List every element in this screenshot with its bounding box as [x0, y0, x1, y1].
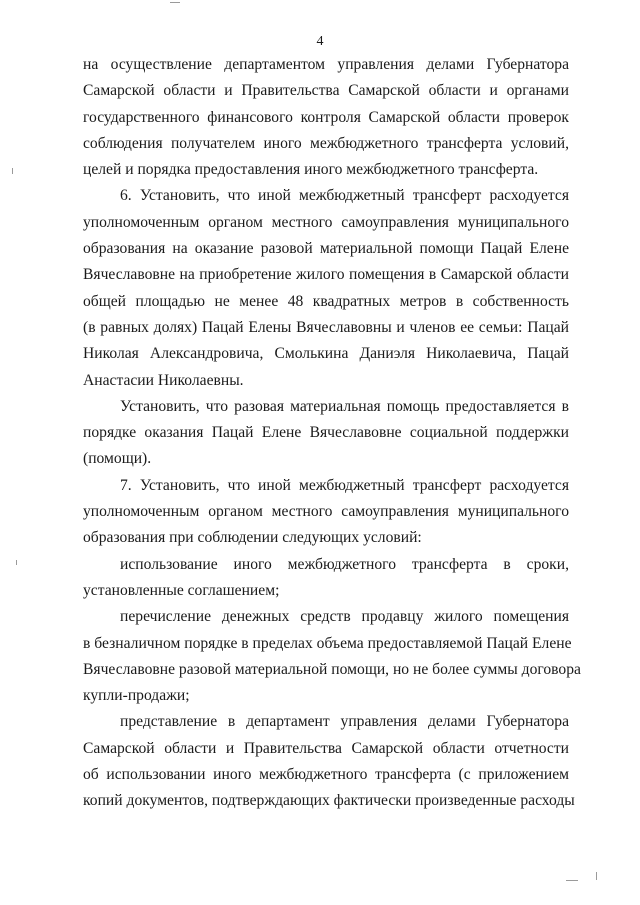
- text-line: Самарской области и Правительства Самарской области и органами: [83, 82, 569, 100]
- text-line: (в равных долях) Пацай Елены Вячеславовны и членов ее семьи: Пацай: [83, 318, 569, 336]
- text-line: образования при соблюдении следующих условий:: [83, 529, 422, 547]
- text-line: государственного финансового контроля Самарской области проверок: [83, 108, 569, 126]
- text-line: Самарской области и Правительства Самарской области отчетности: [83, 739, 569, 757]
- text-line: Вячеславовне разовой материальной помощи, но не более суммы договора: [83, 660, 581, 678]
- page-number: 4: [316, 34, 324, 49]
- text-line: копий документов, подтверждающих фактически произведенные расходы: [83, 792, 575, 810]
- text-line: Вячеславовне на приобретение жилого помещения в Самарской области: [83, 266, 569, 284]
- scan-artifact: [16, 560, 17, 565]
- text-line: перечисление денежных средств продавцу жилого помещения: [120, 608, 569, 626]
- text-line: установленные соглашением;: [83, 581, 280, 599]
- text-line: целей и порядка предоставления иного межбюджетного трансферта.: [83, 161, 539, 179]
- document-body: [83, 52, 581, 815]
- text-line: порядке оказания Пацай Елене Вячеславовне социальной поддержки: [83, 424, 569, 442]
- text-line: 6. Установить, что иной межбюджетный трансферт расходуется: [120, 187, 569, 205]
- scan-artifact: [170, 2, 180, 3]
- text-line: использование иного межбюджетного трансферта в сроки,: [120, 555, 569, 573]
- scan-artifact: [566, 880, 578, 881]
- text-line: образования на оказание разовой материальной помощи Пацай Елене: [83, 240, 569, 258]
- text-line: в безналичном порядке в пределах объема предоставляемой Пацай Елене: [83, 634, 572, 652]
- text-line: Анастасии Николаевны.: [83, 371, 244, 389]
- text-line: на осуществление департаментом управления делами Губернатора: [83, 56, 569, 73]
- text-line: общей площадью не менее 48 квадратных метров в собственность: [83, 292, 569, 310]
- text-line: соблюдения получателем иного межбюджетного трансферта условий,: [83, 134, 569, 152]
- text-line: Установить, что разовая материальная помощь предоставляется в: [120, 397, 569, 415]
- scan-artifact: [596, 872, 597, 880]
- text-line: уполномоченным органом местного самоуправления муниципального: [83, 213, 569, 231]
- scan-artifact: [12, 168, 13, 174]
- text-line: представление в департамент управления делами Губернатора: [120, 713, 569, 731]
- text-line: купли-продажи;: [83, 687, 190, 705]
- text-line: (помощи).: [83, 450, 152, 468]
- text-line: Николая Александровича, Смолькина Даниэля Николаевича, Пацай: [83, 345, 569, 363]
- text-line: об использовании иного межбюджетного трансферта (с приложением: [83, 766, 569, 784]
- text-line: уполномоченным органом местного самоуправления муниципального: [83, 503, 569, 521]
- text-line: 7. Установить, что иной межбюджетный трансферт расходуется: [120, 476, 569, 494]
